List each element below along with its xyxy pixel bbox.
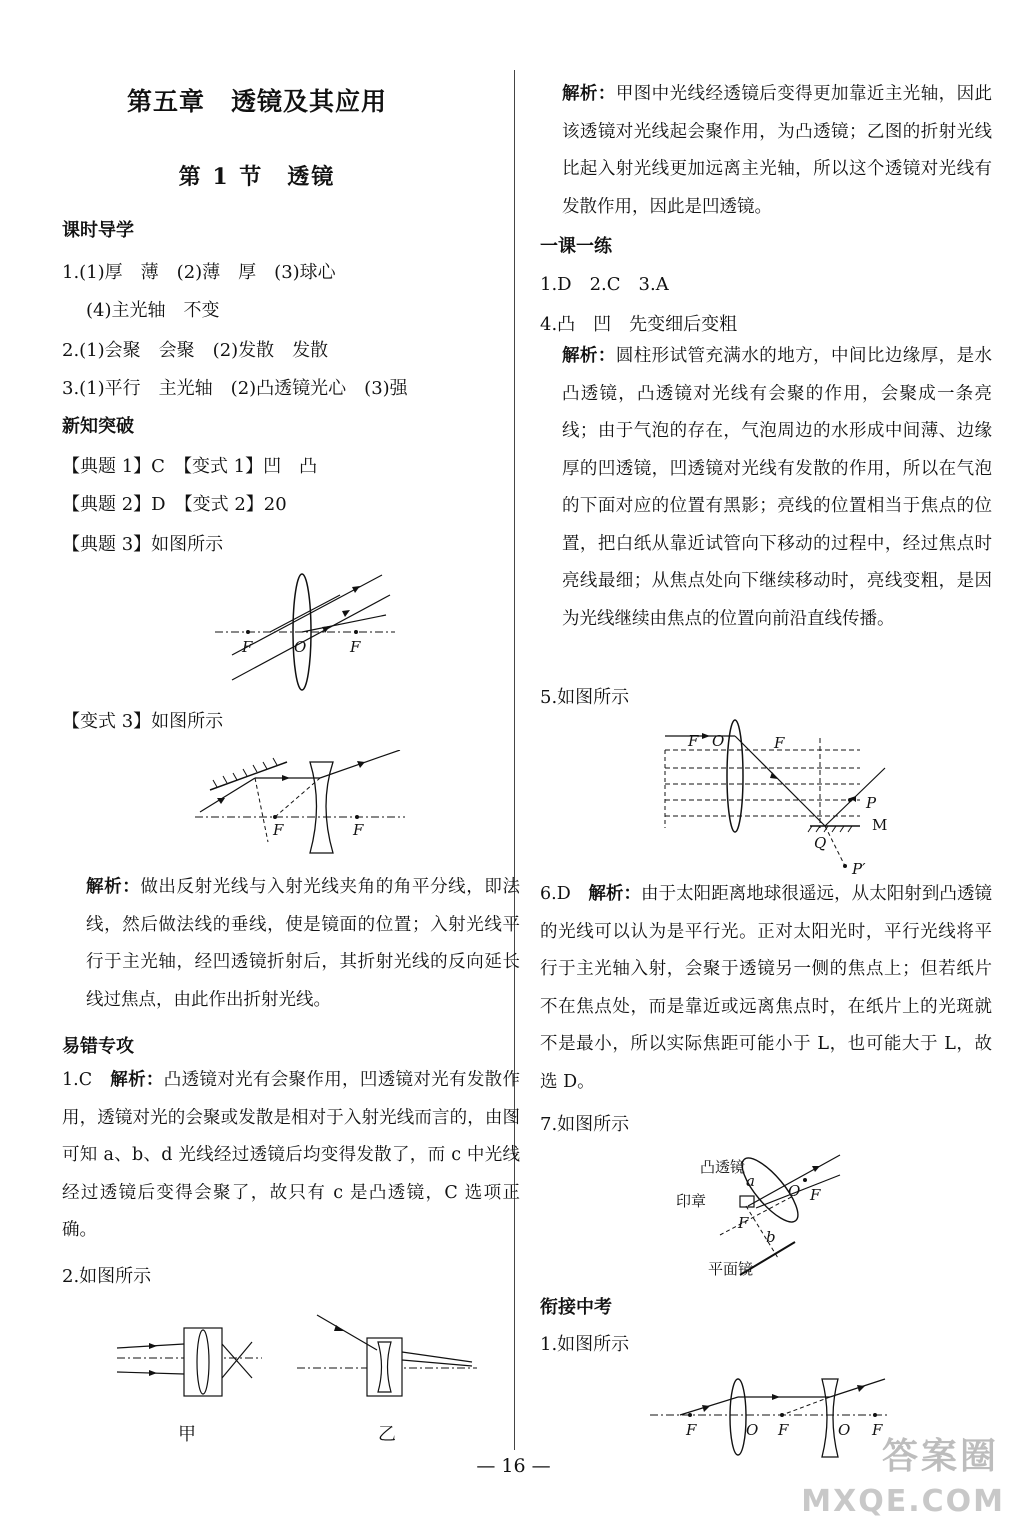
practice-4-analysis bbox=[562, 338, 992, 638]
analysis-label: 解析： bbox=[110, 1070, 164, 1090]
figure-yi bbox=[292, 1310, 482, 1400]
example-1: 【典题 1】C 【变式 1】凹 凸 bbox=[62, 456, 318, 477]
svg-text:F: F bbox=[738, 1214, 749, 1232]
guide-answer-3: 3.(1)平行 主光轴 (2)凸透镜光心 (3)强 bbox=[62, 378, 408, 399]
svg-text:O: O bbox=[712, 732, 725, 750]
figure-jia bbox=[112, 1320, 272, 1405]
svg-text:a: a bbox=[746, 1172, 755, 1190]
practice-4: 4.凸 凹 先变细后变粗 bbox=[540, 314, 738, 335]
svg-text:F: F bbox=[686, 1421, 697, 1439]
figure-7-label-mirror: 平面镜 bbox=[708, 1260, 754, 1278]
heading-error-prone: 易错专攻 bbox=[62, 1036, 134, 1057]
analysis-label: 解析： bbox=[562, 346, 616, 366]
heading-exam-link: 衔接中考 bbox=[540, 1297, 612, 1318]
error-1-number: 1.C bbox=[62, 1070, 111, 1090]
figure-yi-label: 乙 bbox=[378, 1424, 396, 1445]
svg-text:Q: Q bbox=[814, 834, 827, 852]
exam-1: 1.如图所示 bbox=[540, 1334, 630, 1355]
error-1 bbox=[62, 1062, 520, 1250]
analysis-label: 解析： bbox=[588, 884, 642, 904]
variant-3: 【变式 3】如图所示 bbox=[62, 711, 224, 732]
practice-4-analysis-text: 圆柱形试管充满水的地方，中间比边缘厚，是水凸透镜，凸透镜对光线有会聚的作用，会聚成一条亮线；由于气泡的存在，气泡周边的水形成中间薄、边缘厚的凹透镜，凹透镜对光线有发散的作用，所以在气泡的下面对应的位置有黑影；亮线的位置相当于焦点的位置，把白纸从靠近试管向下移动的过程中，经过焦点时亮线最细；从焦点处向下继续移动时，亮线变粗，是因为光线继续由焦点的位置向前沿直线传播。 bbox=[562, 346, 993, 629]
figure-5-tube bbox=[660, 718, 890, 878]
example-2: 【典题 2】D 【变式 2】20 bbox=[62, 494, 287, 515]
svg-text:F: F bbox=[353, 821, 364, 839]
heading-practice: 一课一练 bbox=[540, 236, 612, 257]
figure-concave-lens-mirror bbox=[195, 750, 415, 860]
svg-text:P: P bbox=[866, 794, 877, 812]
svg-text:F: F bbox=[688, 732, 699, 750]
section-title: 第 1 节 透镜 bbox=[178, 164, 336, 190]
svg-text:O: O bbox=[788, 1182, 801, 1200]
svg-text:F: F bbox=[242, 638, 253, 656]
figure-jia-label: 甲 bbox=[178, 1424, 196, 1445]
guide-answer-2: 2.(1)会聚 会聚 (2)发散 发散 bbox=[62, 340, 329, 361]
svg-text:P′: P′ bbox=[852, 860, 866, 878]
svg-text:O: O bbox=[294, 638, 307, 656]
svg-text:M: M bbox=[872, 816, 888, 834]
watermark-url: MXQE.COM bbox=[801, 1484, 1005, 1519]
analysis-label: 解析： bbox=[86, 877, 141, 897]
practice-5: 5.如图所示 bbox=[540, 687, 630, 708]
practice-6-text: 由于太阳距离地球很遥远，从太阳射到凸透镜的光线可以认为是平行光。正对太阳光时，平行光线将平行于主光轴入射，会聚于透镜另一侧的焦点上；但若纸片不在焦点处，而是靠近或远离焦点时，在纸片上的光斑就不是最小，所以实际焦距可能小于 L，也可能大于 L，故选 D。 bbox=[540, 884, 993, 1092]
watermark-logo: 答案圈 bbox=[881, 1436, 999, 1477]
error-2: 2.如图所示 bbox=[62, 1266, 152, 1287]
svg-text:O: O bbox=[746, 1421, 759, 1439]
guide-answer-1b: (4)主光轴 不变 bbox=[86, 300, 220, 321]
practice-1-3: 1.D 2.C 3.A bbox=[540, 274, 669, 295]
svg-text:F: F bbox=[810, 1186, 821, 1204]
practice-6-number: 6.D bbox=[540, 884, 589, 904]
analysis-variant-3-text: 做出反射光线与入射光线夹角的角平分线，即法线，然后做法线的垂线，使是镜面的位置；入射光线平行于主光轴，经凹透镜折射后，其折射光线的反向延长线过焦点，由此作出折射光线。 bbox=[86, 877, 521, 1010]
svg-text:F: F bbox=[273, 821, 284, 839]
heading-guide: 课时导学 bbox=[62, 220, 134, 241]
practice-6 bbox=[540, 876, 992, 1101]
analysis-variant-3 bbox=[86, 869, 520, 1019]
figure-exam-lenses bbox=[650, 1375, 895, 1460]
analysis-top bbox=[562, 76, 992, 226]
guide-answer-1: 1.(1)厚 薄 (2)薄 厚 (3)球心 bbox=[62, 262, 336, 283]
example-3: 【典题 3】如图所示 bbox=[62, 534, 224, 555]
page-number: — 16 — bbox=[476, 1455, 551, 1477]
svg-text:O: O bbox=[838, 1421, 851, 1439]
analysis-top-text: 甲图中光线经透镜后变得更加靠近主光轴，因此该透镜对光线起会聚作用，为凸透镜；乙图的折射光线比起入射光线更加远离主光轴，所以这个透镜对光线有发散作用，因此是凹透镜。 bbox=[562, 84, 993, 217]
svg-text:F: F bbox=[350, 638, 361, 656]
practice-7: 7.如图所示 bbox=[540, 1114, 630, 1135]
svg-text:b: b bbox=[766, 1228, 776, 1246]
figure-7-label-lens: 凸透镜 bbox=[700, 1158, 746, 1176]
error-1-text: 凸透镜对光有会聚作用，凹透镜对光有发散作用，透镜对光的会聚或发散是相对于入射光线而言的，由图可知 a、b、d 光线经过透镜后均变得发散了，而 c 中光线经过透镜后变得会聚了，故只有 c 是凸透镜，C 选项正确。 bbox=[62, 1070, 521, 1240]
chapter-title: 第五章 透镜及其应用 bbox=[126, 87, 387, 116]
analysis-label: 解析： bbox=[562, 84, 616, 104]
heading-new-knowledge: 新知突破 bbox=[62, 416, 134, 437]
svg-text:F: F bbox=[778, 1421, 789, 1439]
svg-text:F: F bbox=[872, 1421, 883, 1439]
svg-text:F: F bbox=[774, 734, 785, 752]
figure-convex-lens bbox=[210, 570, 400, 695]
figure-7-label-stamp: 印章 bbox=[676, 1192, 707, 1210]
